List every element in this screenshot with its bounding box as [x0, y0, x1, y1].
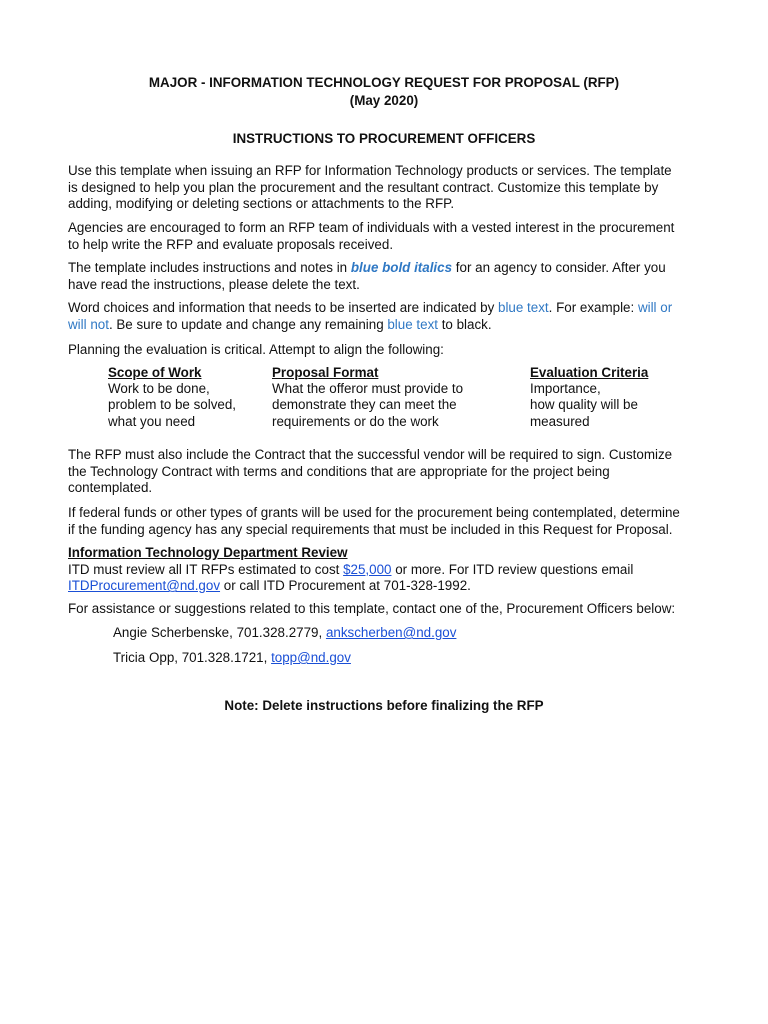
itd-review-line [68, 578, 708, 595]
column-header: Evaluation Criteria [530, 365, 649, 380]
word-choices-paragraph [68, 300, 708, 333]
intro-paragraph [68, 163, 708, 213]
agencies-paragraph [68, 220, 708, 253]
word-choices-text: . For example: [548, 300, 638, 315]
column-line: Work to be done, [108, 381, 210, 397]
itd-review-heading: Information Technology Department Review [68, 545, 348, 560]
document-title: MAJOR - INFORMATION TECHNOLOGY REQUEST FOR PROPOSAL (RFP) [148, 75, 620, 90]
federal-funds-line: if the funding agency has any special requirements that must be included in this Request for Proposal. [68, 521, 673, 537]
proposal-format-column [272, 365, 463, 430]
column-header: Scope of Work [108, 365, 202, 380]
contact-email-link[interactable]: topp@nd.gov [271, 650, 351, 665]
word-choices-text: to black. [437, 316, 492, 332]
agencies-line: to help write the RFP and evaluate proposals received. [68, 236, 394, 252]
evaluation-criteria-column [530, 365, 648, 430]
contact-text: Angie Scherbenske, 701.328.2779, [113, 625, 326, 640]
document-date: (May 2020) [349, 93, 419, 108]
contract-line: the Technology Contract with terms and conditions that are appropriate for the project being [68, 463, 610, 479]
federal-funds-paragraph [68, 505, 708, 538]
itd-review-text: or more. For ITD review questions email [391, 561, 634, 577]
blue-text-sample: will not [68, 316, 109, 332]
template-note-paragraph [68, 260, 708, 293]
intro-line: is designed to help you plan the procurement and the resultant contract. Customize this template by [68, 179, 659, 195]
word-choices-text: Word choices and information that needs to be inserted are indicated by [68, 300, 498, 315]
blue-text-sample: will or [637, 300, 673, 315]
column-line: What the offeror must provide to [272, 381, 464, 397]
federal-funds-line: If federal funds or other types of grants will be used for the procurement being contemplated, determine [68, 505, 680, 520]
template-note-text: for an agency to consider. After you [452, 260, 666, 275]
column-header: Proposal Format [272, 365, 379, 380]
blue-text-sample: blue text [387, 316, 438, 332]
itd-review-section [68, 545, 708, 595]
assistance-paragraph: For assistance or suggestions related to this template, contact one of the, Procurement Officers below: [68, 601, 676, 616]
column-line: how quality will be [530, 397, 638, 413]
word-choices-line [68, 300, 708, 317]
contract-line: The RFP must also include the Contract that the successful vendor will be required to sign. Customize [68, 447, 673, 462]
itd-review-text: ITD must review all IT RFPs estimated to cost [68, 561, 344, 577]
intro-line: Use this template when issuing an RFP for Information Technology products or services. The template [68, 163, 672, 178]
scope-of-work-column [108, 365, 236, 430]
template-note-line [68, 260, 708, 277]
word-choices-line [68, 317, 708, 334]
agencies-line: Agencies are encouraged to form an RFP team of individuals with a vested interest in the procurement [68, 220, 675, 235]
column-line: demonstrate they can meet the [272, 397, 457, 413]
itd-review-line [68, 562, 708, 579]
column-line: problem to be solved, [108, 397, 237, 413]
column-line: what you need [108, 413, 196, 429]
blue-text-sample: blue text [498, 300, 549, 315]
contact-angie [113, 625, 456, 642]
itd-procurement-email-link[interactable]: ITDProcurement@nd.gov [68, 578, 221, 594]
column-line: measured [530, 413, 590, 429]
contract-line: contemplated. [68, 480, 153, 496]
column-line: Importance, [530, 381, 601, 397]
planning-intro: Planning the evaluation is critical. Attempt to align the following: [68, 342, 444, 357]
contact-tricia [113, 650, 351, 667]
contact-text: Tricia Opp, 701.328.1721, [113, 650, 272, 665]
finalize-note: Note: Delete instructions before finalizing the RFP [224, 698, 544, 713]
blue-bold-italics-text: blue bold italics [350, 260, 453, 275]
template-note-text: The template includes instructions and notes in [68, 260, 351, 275]
cost-threshold-link[interactable]: $25,000 [343, 561, 392, 577]
intro-line: adding, modifying or deleting sections or attachments to the RFP. [68, 196, 455, 212]
template-note-line: have read the instructions, please delete the text. [68, 276, 360, 292]
itd-review-text: or call ITD Procurement at 701-328-1992. [220, 578, 471, 594]
document-subtitle: INSTRUCTIONS TO PROCUREMENT OFFICERS [232, 131, 536, 146]
column-line: requirements or do the work [272, 413, 439, 429]
word-choices-text: . Be sure to update and change any remaining [108, 316, 388, 332]
contract-paragraph [68, 447, 708, 497]
contact-email-link[interactable]: ankscherben@nd.gov [325, 625, 457, 640]
